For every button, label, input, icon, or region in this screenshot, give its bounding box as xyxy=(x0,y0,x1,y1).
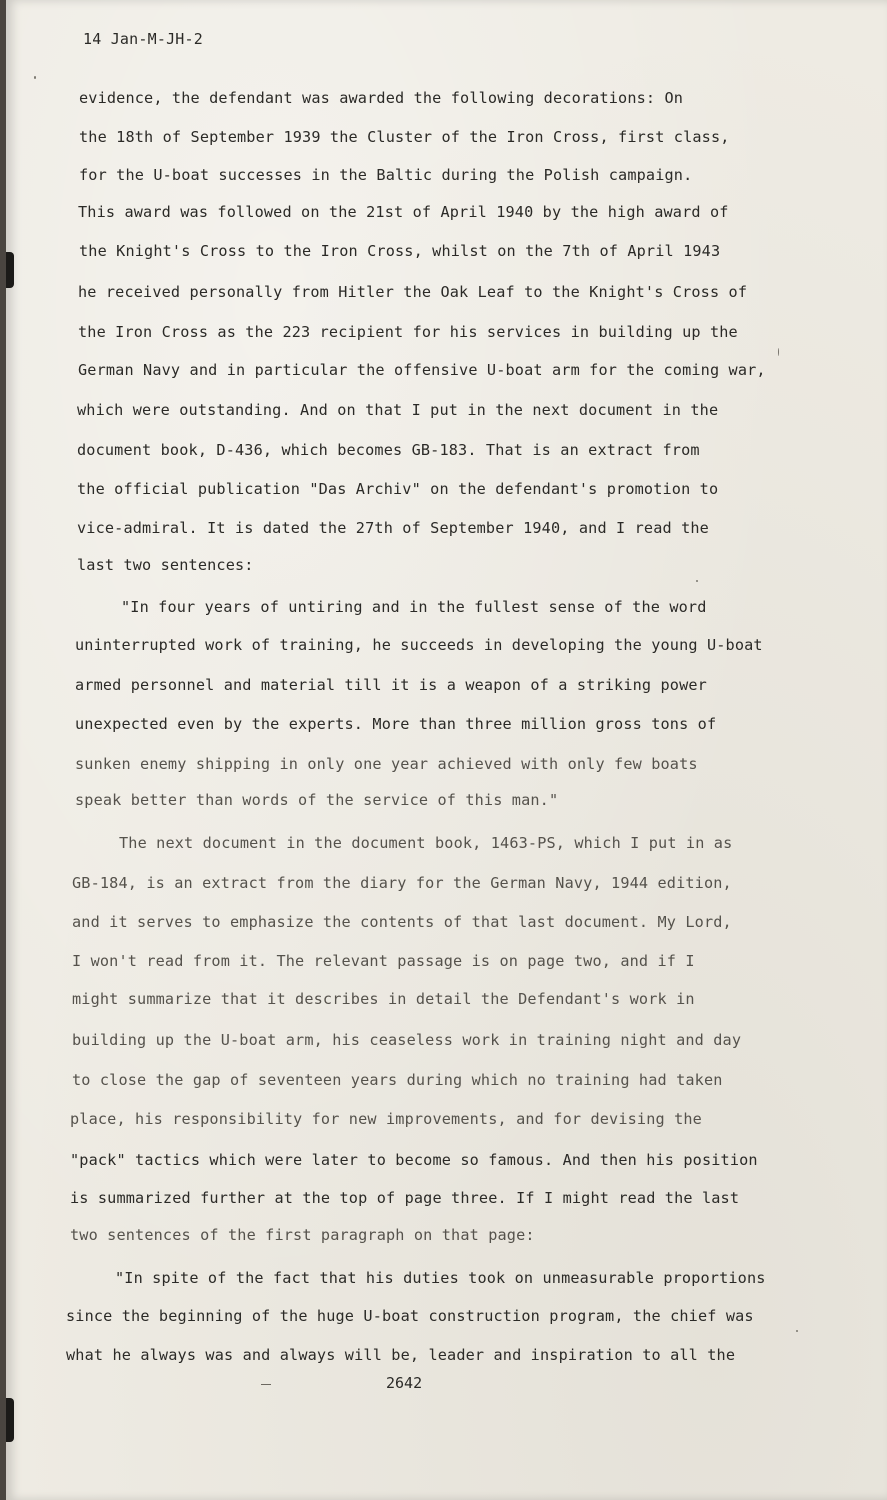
binding-hole-mark xyxy=(6,1398,14,1442)
body-line: two sentences of the first paragraph on that page: xyxy=(70,1226,535,1244)
quote-line: sunken enemy shipping in only one year achieved with only few boats xyxy=(75,755,698,773)
paper-speck xyxy=(34,76,36,79)
body-line: the Iron Cross as the 223 recipient for his services in building up the xyxy=(78,323,738,341)
paper-speck xyxy=(796,1330,798,1332)
paper-speck xyxy=(778,348,779,356)
quote-line: armed personnel and material till it is a weapon of a striking power xyxy=(75,676,707,694)
body-line: document book, D-436, which becomes GB-183. That is an extract from xyxy=(77,441,700,459)
body-line: he received personally from Hitler the Oak Leaf to the Knight's Cross of xyxy=(78,283,748,301)
body-line: last two sentences: xyxy=(77,556,254,574)
body-line: and it serves to emphasize the contents of that last document. My Lord, xyxy=(72,913,732,931)
body-line: evidence, the defendant was awarded the following decorations: On xyxy=(79,89,684,107)
quote-line: "In four years of untiring and in the fullest sense of the word xyxy=(121,598,707,616)
quote-line: unexpected even by the experts. More than three million gross tons of xyxy=(75,715,717,733)
body-line: German Navy and in particular the offensive U-boat arm for the coming war, xyxy=(78,361,766,379)
paper-speck xyxy=(696,580,698,582)
body-line: I won't read from it. The relevant passage is on page two, and if I xyxy=(72,952,695,970)
body-line: "pack" tactics which were later to become so famous. And then his position xyxy=(70,1151,758,1169)
body-line: This award was followed on the 21st of April 1940 by the high award of xyxy=(78,203,729,221)
quote-line: "In spite of the fact that his duties took on unmeasurable proportions xyxy=(115,1269,766,1287)
body-line: to close the gap of seventeen years during which no training had taken xyxy=(72,1071,723,1089)
body-line: might summarize that it describes in detail the Defendant's work in xyxy=(72,990,695,1008)
body-line: GB-184, is an extract from the diary for the German Navy, 1944 edition, xyxy=(72,874,732,892)
quote-line: what he always was and always will be, leader and inspiration to all the xyxy=(66,1346,736,1364)
document-page xyxy=(6,0,887,1500)
body-line: place, his responsibility for new improvements, and for devising the xyxy=(70,1110,702,1128)
body-line: which were outstanding. And on that I put in the next document in the xyxy=(77,401,719,419)
body-line: vice-admiral. It is dated the 27th of September 1940, and I read the xyxy=(77,519,709,537)
quote-line: uninterrupted work of training, he succeeds in developing the young U-boat xyxy=(75,636,763,654)
binding-hole-mark xyxy=(6,252,14,288)
footer-dash xyxy=(261,1384,271,1385)
body-line: for the U-boat successes in the Baltic during the Polish campaign. xyxy=(79,166,693,184)
quote-line: since the beginning of the huge U-boat construction program, the chief was xyxy=(66,1307,754,1325)
body-line: the Knight's Cross to the Iron Cross, whilst on the 7th of April 1943 xyxy=(79,242,721,260)
body-line: The next document in the document book, 1463-PS, which I put in as xyxy=(119,834,733,852)
page-number: 2642 xyxy=(386,1374,423,1392)
body-line: the 18th of September 1939 the Cluster of the Iron Cross, first class, xyxy=(79,128,730,146)
page-reference-header: 14 Jan-M-JH-2 xyxy=(83,30,203,48)
body-line: building up the U-boat arm, his ceaseless work in training night and day xyxy=(72,1031,742,1049)
body-line: the official publication "Das Archiv" on the defendant's promotion to xyxy=(77,480,719,498)
quote-line: speak better than words of the service of this man." xyxy=(75,791,559,809)
body-line: is summarized further at the top of page three. If I might read the last xyxy=(70,1189,740,1207)
